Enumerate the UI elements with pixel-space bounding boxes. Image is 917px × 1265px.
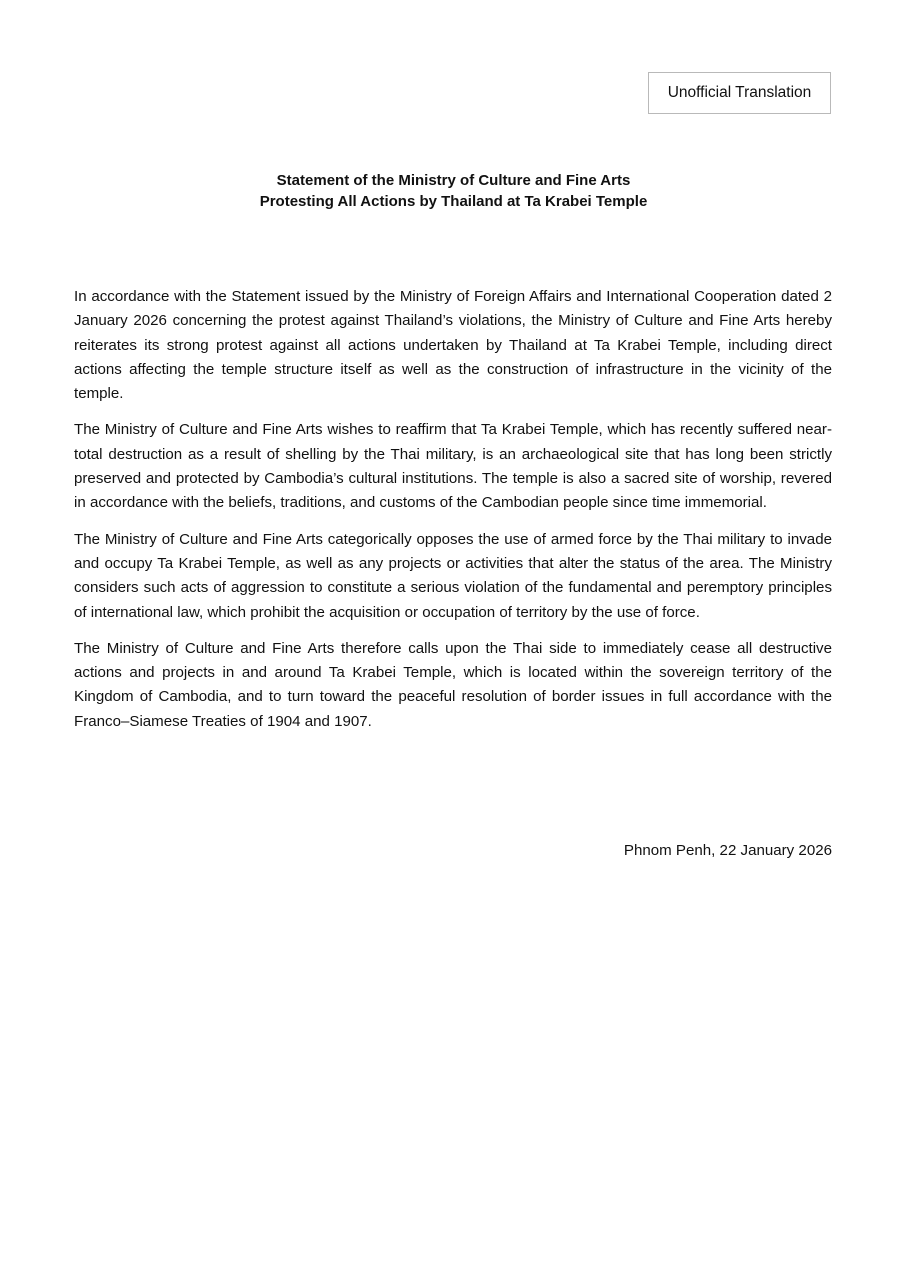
paragraph-2: The Ministry of Culture and Fine Arts wishes to reaffirm that Ta Krabei Temple, which has recently suffered near-total destruction as a result of shelling by the Thai military, is an archaeological site that has long been strictly preserved and protected by Cambodia’s cultural institutions. The temple is also a sacred site of worship, revered in accordance with the beliefs, traditions, and customs of the Cambodian people since time immemorial. [74, 421, 832, 512]
paragraph-4: The Ministry of Culture and Fine Arts therefore calls upon the Thai side to immediately cease all destructive actions and projects in and around Ta Krabei Temple, which is located within the sovereign territory of the Kingdom of Cambodia, and to turn toward the peaceful resolution of border issues in full accordance with the Franco–Siamese Treaties of 1904 and 1907. [74, 639, 832, 730]
statement-title [0, 170, 907, 212]
paragraph-1: In accordance with the Statement issued by the Ministry of Foreign Affairs and International Cooperation dated 2 January 2026 concerning the protest against Thailand’s violations, the Ministry of Culture and Fine Arts hereby reiterates its strong protest against all actions undertaken by Thailand at Ta Krabei Temple, including direct actions affecting the temple structure itself as well as the construction of infrastructure in the vicinity of the temple. [74, 288, 832, 403]
unofficial-translation-badge: Unofficial Translation [648, 72, 831, 114]
paragraph-3: The Ministry of Culture and Fine Arts categorically opposes the use of armed force by the Thai military to invade and occupy Ta Krabei Temple, as well as any projects or activities that alter the status of the area. The Ministry considers such acts of aggression to constitute a serious violation of the fundamental and peremptory principles of international law, which prohibit the acquisition or occupation of territory by the use of force. [74, 530, 832, 621]
title-line-1: Statement of the Ministry of Culture and Fine Arts [276, 172, 631, 189]
place-and-date: Phnom Penh, 22 January 2026 [623, 842, 832, 859]
title-line-2: Protesting All Actions by Thailand at Ta Krabei Temple [259, 193, 648, 210]
statement-body [74, 285, 832, 746]
